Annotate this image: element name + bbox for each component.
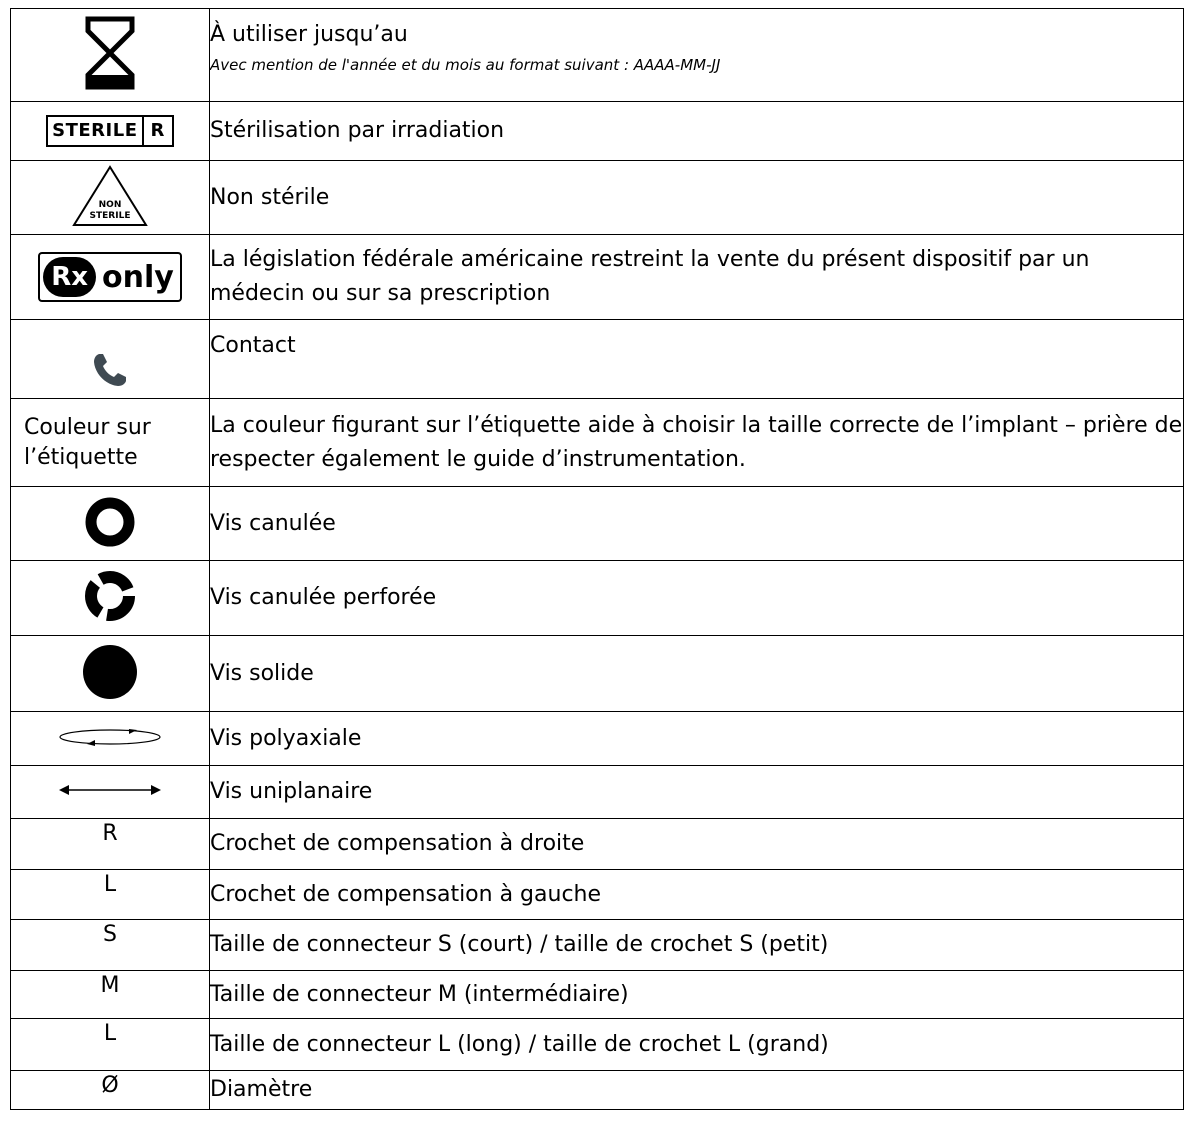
row-label: Vis uniplanaire	[210, 779, 373, 804]
rx-text: Rx	[43, 257, 96, 297]
description-cell	[210, 819, 1184, 870]
description-cell	[210, 320, 1184, 399]
description-cell	[210, 9, 1184, 102]
table-row	[11, 235, 1184, 320]
row-label: La législation fédérale américaine restreint la vente du présent dispositif par un médecin ou sur sa prescription	[210, 247, 1090, 306]
table-row	[11, 712, 1184, 766]
row-label: Crochet de compensation à droite	[210, 831, 585, 856]
symbol-cell	[11, 971, 210, 1019]
description-cell	[210, 766, 1184, 819]
description-cell	[210, 561, 1184, 636]
color-label-text: Couleur sur l’étiquette	[24, 414, 151, 470]
description-cell	[210, 712, 1184, 766]
symbol-cell	[11, 920, 210, 971]
symbol-cell	[11, 102, 210, 161]
table-row	[11, 161, 1184, 235]
symbol-cell	[11, 399, 210, 487]
symbol-cell	[11, 1071, 210, 1110]
table-row	[11, 9, 1184, 102]
perforated-ring-icon	[84, 570, 136, 622]
phone-icon	[90, 350, 130, 390]
table-row	[11, 561, 1184, 636]
description-cell	[210, 102, 1184, 161]
non-text: NON	[98, 199, 122, 210]
row-label: Crochet de compensation à gauche	[210, 881, 602, 907]
solid-circle-icon	[80, 642, 140, 702]
row-label: À utiliser jusqu’au	[210, 22, 408, 47]
symbol-cell	[11, 819, 210, 870]
only-text: only	[101, 259, 174, 295]
symbols-table	[10, 8, 1184, 1110]
symbol-cell	[11, 235, 210, 320]
table-row	[11, 870, 1184, 920]
table-row	[11, 636, 1184, 712]
row-note: Avec mention de l'année et du mois au format suivant : AAAA-MM-JJ	[210, 56, 721, 74]
symbol-letter: S	[103, 922, 117, 947]
description-cell	[210, 971, 1184, 1019]
symbol-cell	[11, 9, 210, 102]
description-cell	[210, 920, 1184, 971]
symbol-cell	[11, 561, 210, 636]
sterile-text: STERILE	[89, 210, 131, 221]
table-row	[11, 971, 1184, 1019]
description-cell	[210, 235, 1184, 320]
description-cell	[210, 636, 1184, 712]
row-label: Non stérile	[210, 184, 330, 210]
description-cell	[210, 870, 1184, 920]
symbol-letter: Ø	[101, 1073, 119, 1098]
sterile-r-symbol	[46, 115, 174, 147]
row-label: Vis solide	[210, 660, 314, 686]
symbol-cell	[11, 1019, 210, 1071]
hourglass-icon	[80, 13, 140, 93]
description-cell	[210, 399, 1184, 487]
row-label: Taille de connecteur L (long) / taille de crochet L (grand)	[210, 1031, 829, 1057]
row-label: Taille de connecteur M (intermédiaire)	[210, 981, 629, 1007]
row-label: Vis canulée perforée	[210, 585, 437, 610]
table-row	[11, 920, 1184, 971]
rx-only-symbol	[38, 252, 182, 302]
row-label: Contact	[210, 333, 296, 358]
symbol-letter: M	[100, 973, 120, 998]
symbol-cell	[11, 636, 210, 712]
table-row	[11, 102, 1184, 161]
row-label: Vis canulée	[210, 510, 336, 536]
row-label: La couleur figurant sur l’étiquette aide à choisir la taille correcte de l’implant – prière de respecter également le guide d’instrumentation.	[210, 412, 1183, 472]
table-row	[11, 1071, 1184, 1110]
symbol-letter: L	[103, 872, 117, 897]
description-cell	[210, 1071, 1184, 1110]
table-row	[11, 320, 1184, 399]
table-row	[11, 766, 1184, 819]
sterile-text: STERILE	[52, 120, 138, 141]
sterile-method-text: R	[142, 117, 172, 145]
symbol-cell	[11, 766, 210, 819]
polyaxial-arrow-icon	[55, 725, 165, 749]
non-sterile-icon	[70, 163, 150, 229]
symbol-cell	[11, 320, 210, 399]
symbol-cell	[11, 487, 210, 561]
symbol-cell	[11, 870, 210, 920]
table-row	[11, 399, 1184, 487]
row-label: Taille de connecteur S (court) / taille de crochet S (petit)	[210, 932, 829, 957]
table-row	[11, 1019, 1184, 1071]
table-row	[11, 487, 1184, 561]
symbol-letter: R	[102, 821, 118, 846]
double-arrow-icon	[55, 780, 165, 800]
row-label: Vis polyaxiale	[210, 725, 362, 751]
symbol-cell	[11, 712, 210, 766]
ring-icon	[84, 496, 136, 548]
table-row	[11, 819, 1184, 870]
row-label: Stérilisation par irradiation	[210, 118, 505, 143]
symbol-letter: L	[103, 1021, 117, 1046]
description-cell	[210, 161, 1184, 235]
row-label: Diamètre	[210, 1077, 313, 1102]
symbol-cell	[11, 161, 210, 235]
description-cell	[210, 487, 1184, 561]
description-cell	[210, 1019, 1184, 1071]
